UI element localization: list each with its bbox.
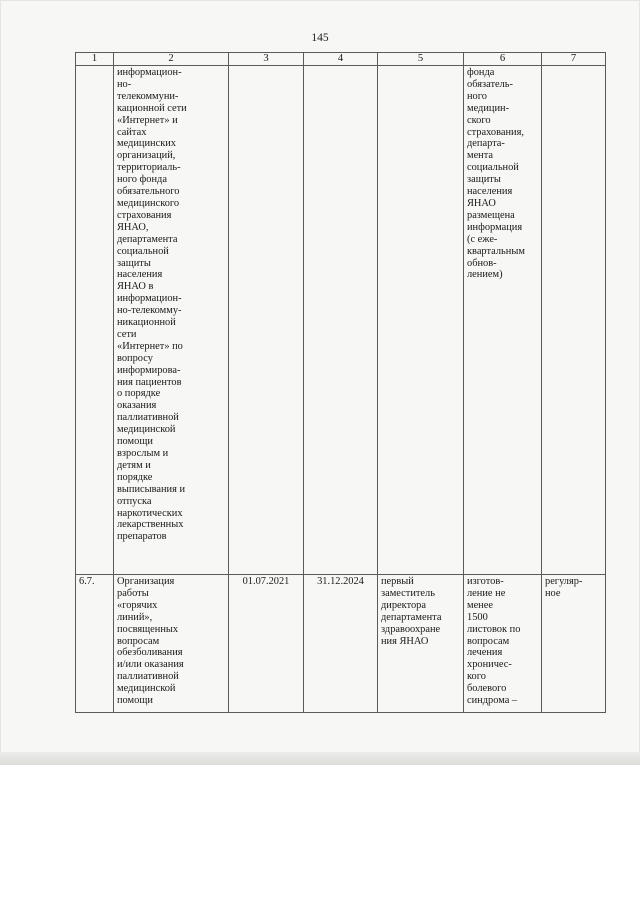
cell-line: никационной (117, 317, 176, 329)
cell-line: информацион- (117, 293, 182, 305)
cell-line: заместитель (381, 587, 435, 599)
col-header-7: 7 (542, 53, 606, 66)
cell-line: медицинской (117, 424, 176, 436)
cell-line: ЯНАО, (117, 221, 149, 233)
cell-line: социальной (467, 162, 519, 174)
cell-line: отпуска (117, 495, 152, 507)
cell-line: менее (467, 599, 493, 611)
col-header-4: 4 (304, 53, 378, 66)
cell-line: болевого (467, 683, 507, 695)
cell-line: паллиативной (117, 412, 179, 424)
cell-line: оказания (117, 400, 157, 412)
cell-line: посвященных (117, 623, 179, 635)
cell-line: ЯНАО (467, 197, 496, 209)
cell-number: 6.7. (76, 575, 114, 713)
cell-line: защиты (467, 174, 501, 186)
cell-line: взрослым и (117, 448, 169, 459)
cell-line: сети (117, 328, 137, 340)
cell-line: ление не (467, 587, 506, 599)
col-header-2: 2 (114, 53, 229, 66)
cell-line: ского (467, 114, 491, 126)
header-row (76, 53, 606, 66)
cell-line: департамента (117, 233, 178, 245)
cell-line: листовок по (467, 623, 521, 635)
cell-line: медицин- (467, 102, 510, 114)
cell-line: хроничес- (467, 659, 512, 671)
cell-line: но- (117, 78, 132, 90)
cell-line: вопросу (117, 352, 153, 364)
cell-end-date: 31.12.2024 (304, 575, 378, 713)
cell-line: территориаль- (117, 162, 181, 174)
cell-responsible (378, 575, 464, 713)
cell-line: страхования (117, 209, 172, 221)
cell-line: ния ЯНАО (381, 635, 429, 647)
cell-line: организаций, (117, 150, 176, 162)
cell-line: ЯНАО в (117, 281, 154, 293)
cell-line: «горячих (117, 599, 158, 611)
cell-line: лением) (467, 269, 503, 281)
cell-line: но-телекомму- (117, 305, 182, 317)
cell-activity (114, 66, 229, 575)
cell-line: Организация (117, 576, 175, 587)
cell-line: лекарственных (117, 519, 184, 531)
col-header-5: 5 (378, 53, 464, 66)
cell-line: обезболивания (117, 647, 183, 659)
cell-responsible (378, 66, 464, 575)
cell-line: ное (545, 587, 561, 599)
cell-line: о порядке (117, 388, 161, 400)
cell-line: социальной (117, 245, 169, 257)
cell-line: информацион- (117, 67, 182, 78)
cell-line: департа- (467, 138, 505, 150)
cell-periodicity (542, 575, 606, 713)
cell-line: выписывания и (117, 483, 186, 495)
cell-periodicity (542, 66, 606, 575)
cell-line: информация (467, 221, 523, 233)
cell-line: вопросам (467, 635, 510, 647)
cell-line: обязательного (117, 186, 180, 198)
cell-line: «Интернет» по (117, 340, 183, 352)
col-header-1: 1 (76, 53, 114, 66)
cell-line: (с еже- (467, 233, 498, 245)
plan-table (75, 52, 606, 713)
cell-activity (114, 575, 229, 713)
cell-line: помощи (117, 436, 153, 448)
cell-line: медицинских (117, 138, 176, 150)
cell-line: обязатель- (467, 78, 513, 90)
cell-line: населения (467, 186, 513, 198)
cell-line: и/или оказания (117, 659, 184, 671)
cell-line: медицинской (117, 683, 176, 695)
cell-line: ного (467, 90, 487, 102)
cell-line: линий», (117, 611, 153, 623)
cell-line: мента (467, 150, 494, 162)
cell-line: сайтах (117, 126, 147, 138)
table-row-6-7 (76, 575, 606, 713)
page-number: 145 (311, 32, 329, 44)
col-header-6: 6 (464, 53, 542, 66)
cell-end-date (304, 66, 378, 575)
cell-line: кационной сети (117, 102, 187, 114)
cell-line: порядке (117, 471, 153, 483)
cell-line: ного фонда (117, 174, 167, 186)
cell-line: квартальным (467, 245, 525, 257)
cell-line: первый (381, 576, 414, 587)
cell-line: фонда (467, 67, 495, 78)
cell-start-date (229, 66, 304, 575)
cell-line: размещена (467, 209, 515, 221)
cell-line: паллиативной (117, 671, 179, 683)
cell-number (76, 66, 114, 575)
cell-line: 1500 (467, 611, 488, 623)
cell-line: вопросам (117, 635, 160, 647)
cell-line: регуляр- (545, 576, 583, 587)
cell-line: телекоммуни- (117, 90, 179, 102)
cell-line: кого (467, 671, 486, 683)
cell-line: работы (117, 587, 149, 599)
cell-line: наркотических (117, 507, 183, 519)
cell-line: «Интернет» и (117, 114, 178, 126)
cell-line: изготов- (467, 576, 504, 587)
cell-line: здравоохране (381, 623, 441, 635)
cell-line: директора (381, 599, 426, 611)
table-row-continued (76, 66, 606, 575)
cell-line: страхования, (467, 126, 524, 138)
cell-line: лечения (467, 647, 503, 659)
cell-line: обнов- (467, 257, 497, 269)
cell-line: защиты (117, 257, 151, 269)
cell-start-date: 01.07.2021 (229, 575, 304, 713)
cell-line: помощи (117, 695, 153, 707)
cell-line: населения (117, 269, 163, 281)
scan-bottom-edge (0, 752, 640, 765)
cell-line: ния пациентов (117, 376, 182, 388)
cell-result (464, 66, 542, 575)
cell-line: информирова- (117, 364, 181, 376)
cell-line: медицинского (117, 197, 180, 209)
cell-result (464, 575, 542, 713)
col-header-3: 3 (229, 53, 304, 66)
cell-line: детям и (117, 459, 151, 471)
cell-line: препаратов (117, 531, 167, 543)
cell-line: синдрома – (467, 695, 518, 707)
cell-line: департамента (381, 611, 442, 623)
